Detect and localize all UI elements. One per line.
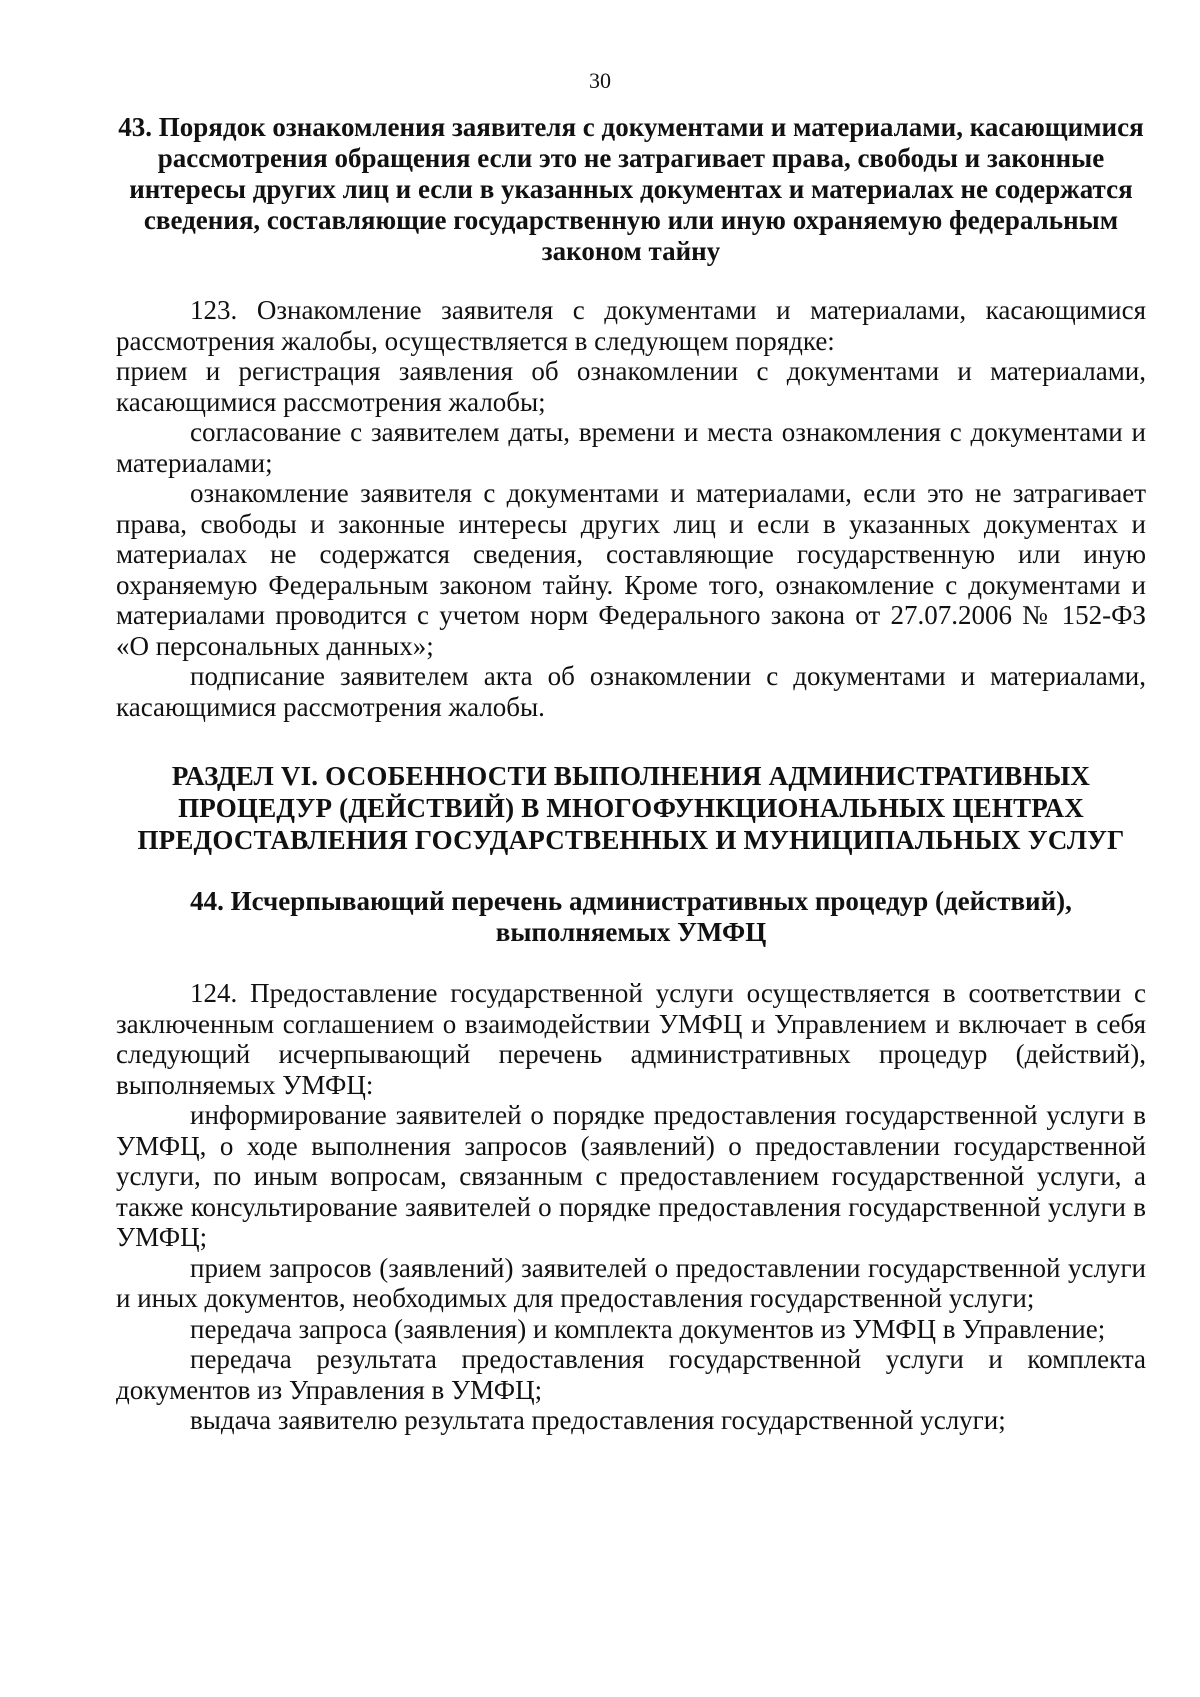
paragraph-124: 124. Предоставление государственной услуги осуществляется в соответствии с заключенным соглашением о взаимодействии УМФЦ и Управлением и включает в себя следующий исчерпывающий перечень административных процедур (действий), выполняемых УМФЦ: [116,978,1146,1100]
list-item-transfer-request: передача запроса (заявления) и комплекта документов из УМФЦ в Управление; [190,1313,1106,1344]
paragraph-123: 123. Ознакомление заявителя с документами и материалами, касающимися рассмотрения жалобы, осуществляется в следующем порядке: [116,295,1146,356]
list-item-informing: информирование заявителей о порядке предоставления государственной услуги в УМФЦ, о ходе выполнения запросов (заявлений) о предоставлении государственной услуги, по иным вопросам, связанным с предоставлением государственной услуги, а также консультирование заявителей о порядке предоставления государственной услуги в УМФЦ; [116,1100,1146,1252]
section-vi-heading: РАЗДЕЛ VI. ОСОБЕННОСТИ ВЫПОЛНЕНИЯ АДМИНИСТРАТИВНЫХ ПРОЦЕДУР (ДЕЙСТВИЙ) В МНОГОФУНКЦИОНАЛЬНЫХ ЦЕНТРАХ ПРЕДОСТАВЛЕНИЯ ГОСУДАРСТВЕННЫХ И МУНИЦИПАЛЬНЫХ УСЛУГ [137,761,1125,855]
list-item-transfer-result: передача результата предоставления государственной услуги и комплекта документов из Управления в УМФЦ; [116,1344,1146,1405]
list-item-registration: прием и регистрация заявления об ознакомлении с документами и материалами, касающимися рассмотрения жалобы; [116,356,1146,417]
list-item-familiarization: ознакомление заявителя с документами и материалами, если это не затрагивает права, свободы и законные интересы других лиц и если в указанных документах и материалах не содержатся сведения, составляющие государственную или иную охраняемую Федеральным законом тайну. Кроме того, ознакомление с документами и материалами проводится с учетом норм Федерального закона от 27.07.2006 № 152-ФЗ «О персональных данных»; [116,478,1146,661]
list-item-reception: прием запросов (заявлений) заявителей о предоставлении государственной услуги и иных документов, необходимых для предоставления государственной услуги; [116,1252,1146,1313]
section-44 [116,886,1146,1436]
section-44-heading: 44. Исчерпывающий перечень административных процедур (действий), выполняемых УМФЦ [190,886,1072,947]
list-item-signing: подписание заявителем акта об ознакомлении с документами и материалами, касающимися рассмотрения жалобы. [116,661,1146,722]
section-vi [116,760,1146,856]
list-item-agreement: согласование с заявителем даты, времени и места ознакомления с документами и материалами; [116,417,1146,478]
section-43 [116,112,1146,722]
section-43-heading: 43. Порядок ознакомления заявителя с документами и материалами, касающимися рассмотрения обращения если это не затрагивает права, свободы и законные интересы других лиц и если в указанных документах и материалах не содержатся сведения, составляющие государственную или иную охраняемую федеральным законом тайну [118,112,1144,266]
page-number: 30 [589,68,611,93]
list-item-issuance: выдача заявителю результата предоставления государственной услуги; [190,1405,1006,1435]
page-content [116,112,1146,1436]
